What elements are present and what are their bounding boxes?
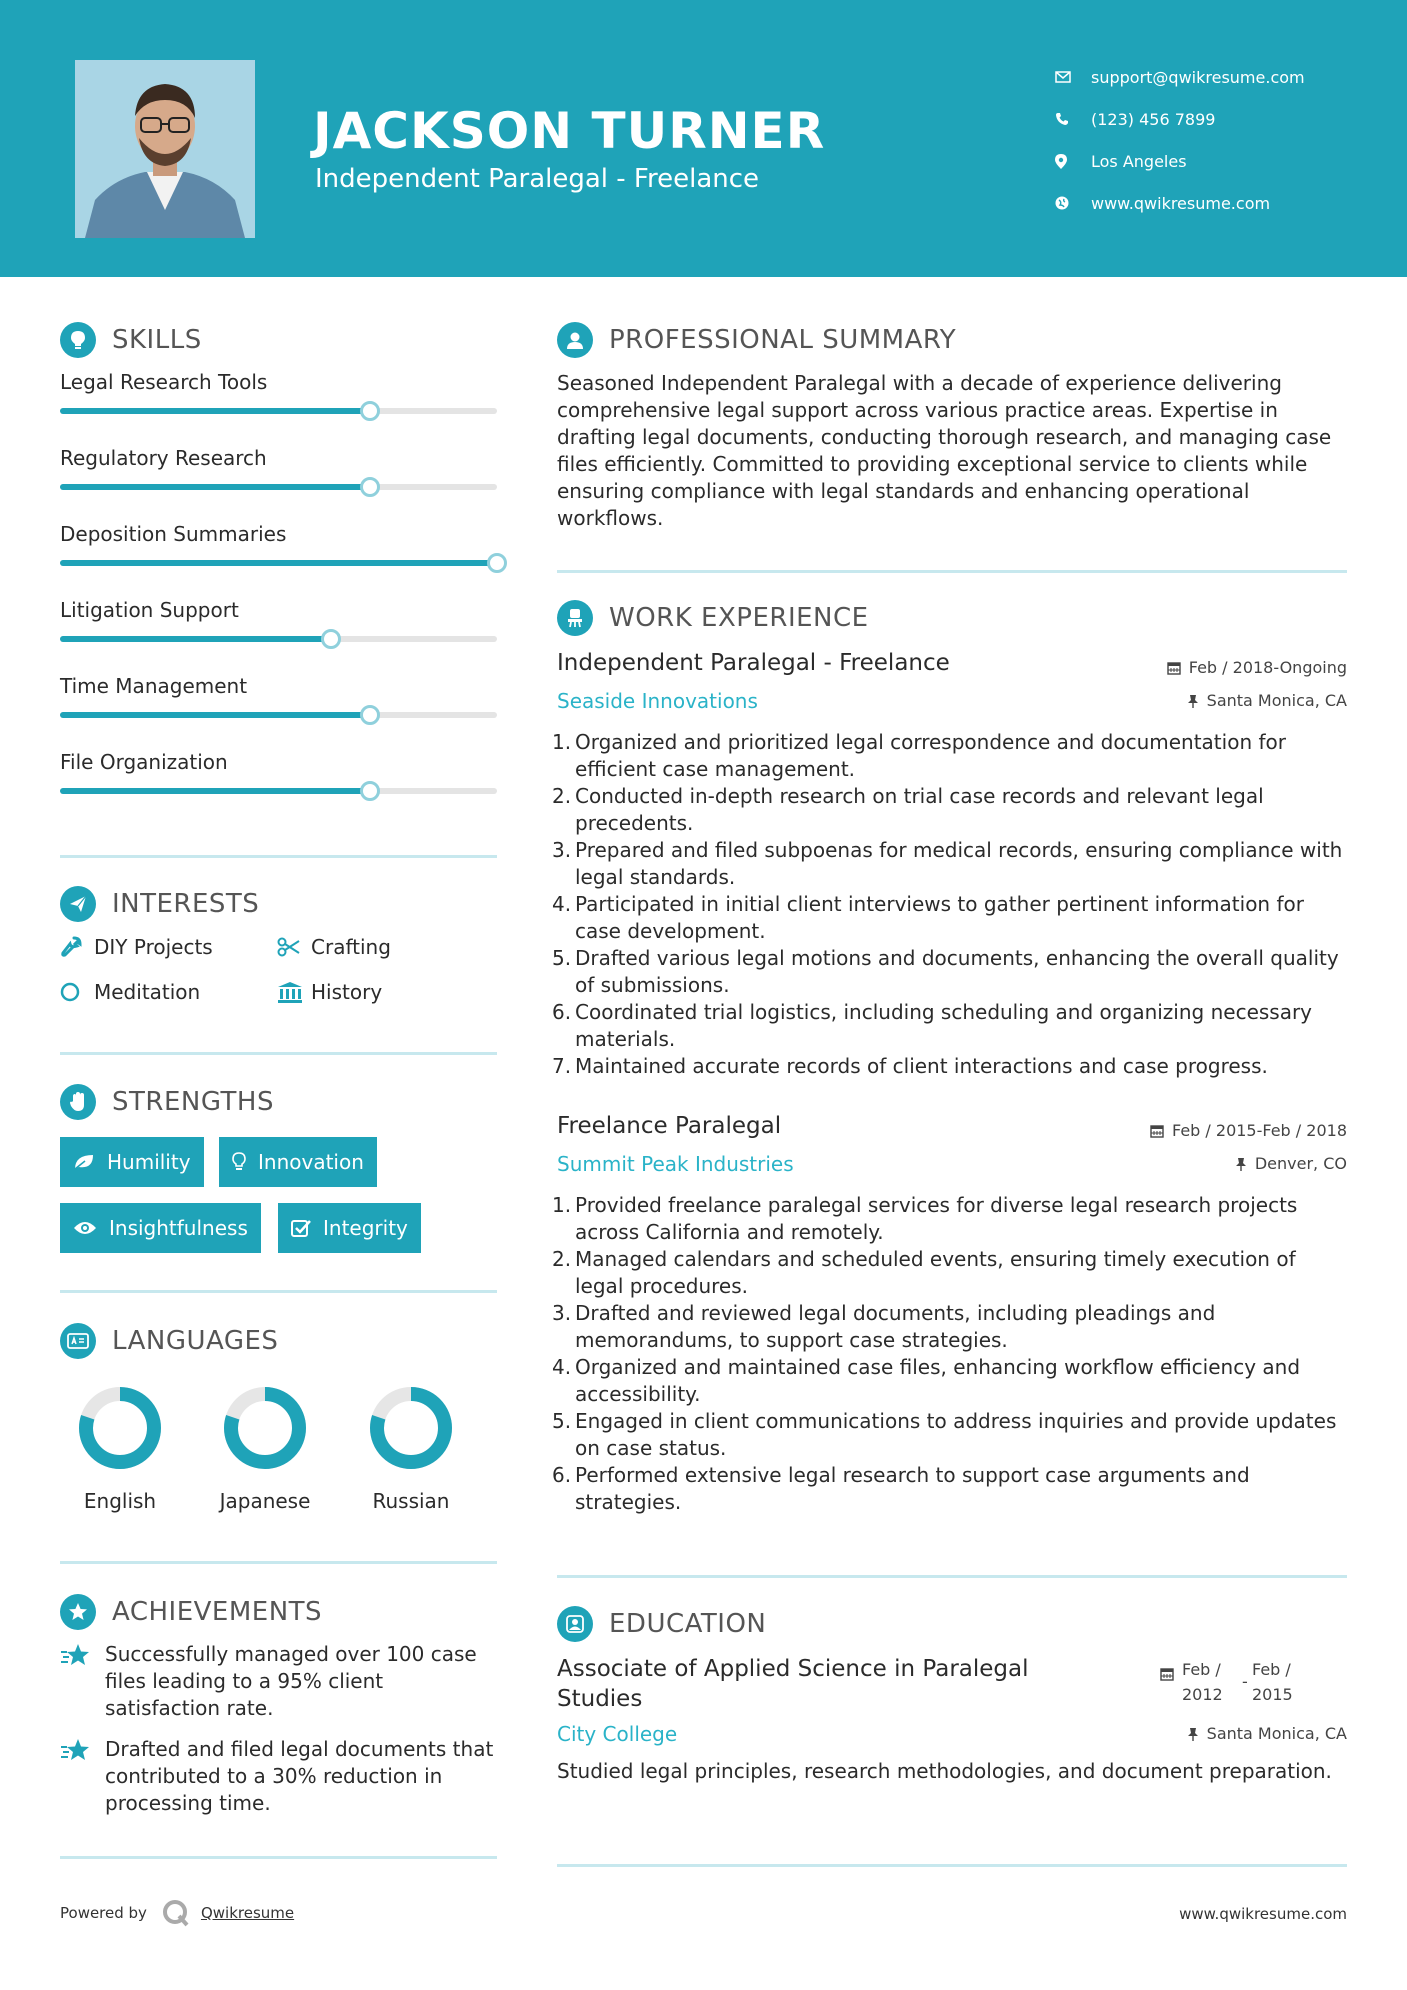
company-name: Summit Peak Industries <box>557 1152 794 1176</box>
duty-text: Drafted and reviewed legal documents, including pleadings and memorandums, to support case strategies. <box>575 1301 1216 1352</box>
strength-chip <box>219 1137 377 1187</box>
footer-branding <box>60 1898 294 1928</box>
section-divider <box>60 1290 497 1293</box>
skill-bar <box>60 636 497 642</box>
map-pin-icon <box>1055 154 1091 169</box>
contact-email-text: support@qwikresume.com <box>1091 67 1305 87</box>
achievement-text: Drafted and filed legal documents that contributed to a 30% reduction in processing time. <box>105 1737 494 1815</box>
duty-text: Engaged in client communications to address inquiries and provide updates on case status. <box>575 1409 1337 1460</box>
star-badge-icon <box>60 1594 96 1630</box>
job-dates <box>1167 658 1347 677</box>
interest-item <box>277 935 391 959</box>
duty-item: 2. Conducted in-depth research on trial case records and relevant legal precedents. <box>552 784 1264 835</box>
calendar-icon <box>1167 661 1181 675</box>
qwikresume-link[interactable]: Qwikresume <box>200 1904 295 1922</box>
skill-item <box>60 750 500 794</box>
phone-icon <box>1055 112 1091 126</box>
lightbulb-icon <box>60 322 96 358</box>
duty-text: Coordinated trial logistics, including scheduling and organizing necessary materials. <box>575 1000 1313 1051</box>
leaf-icon <box>73 1153 95 1171</box>
achievements-title: ACHIEVEMENTS <box>112 1597 323 1627</box>
interest-label: DIY Projects <box>94 935 213 959</box>
duty-text: Conducted in-depth research on trial case records and relevant legal precedents. <box>575 784 1264 835</box>
section-divider <box>60 855 497 858</box>
duty-item: 5. Drafted various legal motions and documents, enhancing the overall quality of submissions. <box>552 946 1339 997</box>
skill-bar <box>60 560 497 566</box>
skill-label: Legal Research Tools <box>60 370 268 394</box>
interest-item <box>60 935 213 959</box>
wrench-icon <box>60 936 94 958</box>
interest-label: History <box>311 980 383 1004</box>
section-divider <box>557 1575 1347 1578</box>
duty-text: Maintained accurate records of client interactions and case progress. <box>575 1054 1268 1078</box>
skill-bar-knob <box>360 705 380 725</box>
powered-by-text: Powered by <box>60 1904 147 1922</box>
strength-label: Insightfulness <box>109 1216 248 1240</box>
skill-bar-fill <box>60 788 370 794</box>
education-location <box>1187 1724 1347 1743</box>
language-item <box>205 1385 325 1513</box>
job-duties <box>552 1192 1347 1516</box>
skill-bar <box>60 408 497 414</box>
education-title: EDUCATION <box>609 1609 767 1639</box>
duty-item: 3. Prepared and filed subpoenas for medical records, ensuring compliance with legal standards. <box>552 838 1343 889</box>
job-dates-text: Feb / 2015-Feb / 2018 <box>1172 1121 1347 1140</box>
star-icon <box>60 1736 105 1817</box>
candidate-name: JACKSON TURNER <box>313 102 826 160</box>
graduate-icon <box>557 1606 593 1642</box>
duty-text: Prepared and filed subpoenas for medical records, ensuring compliance with legal standards. <box>575 838 1343 889</box>
skill-bar-fill <box>60 636 331 642</box>
paper-plane-icon <box>60 886 96 922</box>
education-description: Studied legal principles, research methodologies, and document preparation. <box>557 1759 1332 1783</box>
section-divider <box>557 570 1347 573</box>
duty-text: Provided freelance paralegal services for diverse legal research projects across California and remotely. <box>575 1193 1298 1244</box>
calendar-icon <box>1150 1124 1164 1138</box>
skills-title: SKILLS <box>112 325 202 355</box>
duty-item: 5. Engaged in client communications to address inquiries and provide updates on case status. <box>552 1409 1337 1460</box>
duty-item: 1. Provided freelance paralegal services for diverse legal research projects across California and remotely. <box>552 1193 1298 1244</box>
job-dates-text: Feb / 2018-Ongoing <box>1188 658 1347 677</box>
header-banner <box>0 0 1407 277</box>
skill-bar-fill <box>60 560 497 566</box>
strength-label: Innovation <box>258 1150 364 1174</box>
skill-bar-fill <box>60 712 370 718</box>
job-duties <box>552 729 1347 1080</box>
duty-item: 6. Performed extensive legal research to support case arguments and strategies. <box>552 1463 1250 1514</box>
hand-icon <box>60 1084 96 1120</box>
pushpin-icon <box>1187 694 1199 708</box>
strength-label: Integrity <box>323 1216 408 1240</box>
job-location <box>1235 1154 1347 1173</box>
skills-heading <box>60 322 202 358</box>
experience-heading <box>557 600 869 636</box>
user-icon <box>557 322 593 358</box>
languages-title: LANGUAGES <box>112 1326 279 1356</box>
interest-label: Meditation <box>94 980 201 1004</box>
duty-item: 6. Coordinated trial logistics, including scheduling and organizing necessary materials. <box>552 1000 1313 1051</box>
skill-bar-knob <box>487 553 507 573</box>
language-card-icon <box>60 1323 96 1359</box>
summary-title: PROFESSIONAL SUMMARY <box>609 325 957 355</box>
education-end: Feb / 2015 <box>1252 1660 1293 1704</box>
section-divider <box>60 1561 497 1564</box>
circle-icon <box>60 981 94 1003</box>
chair-icon <box>557 600 593 636</box>
language-item <box>351 1385 471 1513</box>
skill-bar <box>60 788 497 794</box>
envelope-icon <box>1055 71 1091 83</box>
lightbulb-icon <box>232 1152 246 1172</box>
duty-text: Drafted various legal motions and documents, enhancing the overall quality of submissions. <box>575 946 1339 997</box>
job-title: Independent Paralegal - Freelance <box>557 650 950 676</box>
skill-item <box>60 370 500 414</box>
check-square-icon <box>291 1218 311 1238</box>
job-title: Freelance Paralegal <box>557 1113 782 1139</box>
language-label: Japanese <box>219 1489 311 1513</box>
education-dates <box>1160 1657 1312 1707</box>
pushpin-icon <box>1235 1157 1247 1171</box>
duty-item: 2. Managed calendars and scheduled events, ensuring timely execution of legal procedures. <box>552 1247 1296 1298</box>
section-divider <box>60 1052 497 1055</box>
summary-text: Seasoned Independent Paralegal with a decade of experience delivering comprehensive legal support across various practice areas. Expertise in drafting legal documents, conducting thorough research, and managing case files efficiently. Committed to providing exceptional service to clients while ensuring compliance with legal standards and enhancing operational workflows. <box>557 371 1332 530</box>
strengths-heading <box>60 1084 274 1120</box>
skill-label: Regulatory Research <box>60 446 267 470</box>
duty-item: 7. Maintained accurate records of client interactions and case progress. <box>552 1054 1268 1078</box>
skill-item <box>60 674 500 718</box>
interest-label: Crafting <box>311 935 391 959</box>
duty-text: Participated in initial client interviews to gather pertinent information for case development. <box>575 892 1304 943</box>
duty-item: 1. Organized and prioritized legal correspondence and documentation for efficient case management. <box>552 730 1286 781</box>
profile-photo <box>75 60 255 238</box>
museum-icon <box>277 981 311 1003</box>
footer-website[interactable]: www.qwikresume.com <box>1179 1905 1347 1923</box>
skill-bar-fill <box>60 484 370 490</box>
degree-title: Associate of Applied Science in Paralegal Studies <box>557 1656 1029 1712</box>
strength-chip <box>60 1137 204 1187</box>
skill-label: Litigation Support <box>60 598 239 622</box>
contact-website-text: www.qwikresume.com <box>1091 193 1271 213</box>
skill-label: Deposition Summaries <box>60 522 287 546</box>
duty-text: Performed extensive legal research to support case arguments and strategies. <box>575 1463 1250 1514</box>
language-label: Russian <box>372 1489 450 1513</box>
calendar-icon <box>1160 1667 1174 1681</box>
duty-text: Organized and maintained case files, enhancing workflow efficiency and accessibility. <box>575 1355 1301 1406</box>
contact-list <box>1055 56 1305 224</box>
achievement-text: Successfully managed over 100 case files leading to a 95% client satisfaction rate. <box>105 1642 477 1720</box>
education-location-text: Santa Monica, CA <box>1206 1724 1347 1743</box>
eye-icon <box>73 1220 97 1236</box>
education-start: Feb / 2012 <box>1182 1660 1223 1704</box>
candidate-role: Independent Paralegal - Freelance <box>315 164 760 194</box>
language-donut <box>368 1385 454 1471</box>
skill-label: File Organization <box>60 750 228 774</box>
skill-bar-knob <box>360 781 380 801</box>
job-location <box>1187 691 1347 710</box>
contact-location <box>1055 140 1305 182</box>
strength-chip <box>278 1203 421 1253</box>
language-donut <box>77 1385 163 1471</box>
achievement-item <box>60 1641 500 1722</box>
skill-item <box>60 446 500 490</box>
skill-bar-knob <box>360 477 380 497</box>
duty-item: 4. Organized and maintained case files, enhancing workflow efficiency and accessibility. <box>552 1355 1301 1406</box>
experience-title: WORK EXPERIENCE <box>609 603 869 633</box>
section-divider <box>60 1856 497 1859</box>
skill-bar-knob <box>360 401 380 421</box>
section-divider <box>557 1864 1347 1867</box>
language-item <box>60 1385 180 1513</box>
job-location-text: Santa Monica, CA <box>1206 691 1347 710</box>
skill-bar-knob <box>321 629 341 649</box>
qwikresume-logo-icon <box>161 1898 191 1928</box>
contact-email[interactable] <box>1055 56 1305 98</box>
duty-text: Managed calendars and scheduled events, ensuring timely execution of legal procedures. <box>575 1247 1296 1298</box>
interests-heading <box>60 886 259 922</box>
star-icon <box>60 1641 105 1722</box>
skill-bar <box>60 712 497 718</box>
pushpin-icon <box>1187 1727 1199 1741</box>
interests-title: INTERESTS <box>112 889 260 919</box>
scissors-icon <box>277 937 311 957</box>
skill-bar <box>60 484 497 490</box>
job-location-text: Denver, CO <box>1254 1154 1347 1173</box>
globe-icon <box>1055 196 1091 210</box>
duty-item: 4. Participated in initial client interviews to gather pertinent information for case development. <box>552 892 1304 943</box>
skill-label: Time Management <box>60 674 248 698</box>
duty-text: Organized and prioritized legal correspondence and documentation for efficient case management. <box>575 730 1286 781</box>
strength-chip <box>60 1203 261 1253</box>
skill-item <box>60 598 500 642</box>
skill-bar-fill <box>60 408 370 414</box>
job-dates <box>1150 1121 1347 1140</box>
skill-item <box>60 522 500 566</box>
language-label: English <box>83 1489 157 1513</box>
interest-item <box>277 980 382 1004</box>
school-name: City College <box>557 1722 678 1746</box>
contact-phone-text: (123) 456 7899 <box>1091 109 1216 129</box>
contact-location-text: Los Angeles <box>1091 151 1187 171</box>
summary-heading <box>557 322 956 358</box>
languages-heading <box>60 1323 278 1359</box>
strengths-title: STRENGTHS <box>112 1087 274 1117</box>
contact-website[interactable] <box>1055 182 1305 224</box>
education-heading <box>557 1606 766 1642</box>
date-separator: - <box>1242 1672 1248 1691</box>
strength-label: Humility <box>107 1150 191 1174</box>
contact-phone[interactable] <box>1055 98 1305 140</box>
interest-item <box>60 980 200 1004</box>
achievements-heading <box>60 1594 322 1630</box>
language-donut <box>222 1385 308 1471</box>
duty-item: 3. Drafted and reviewed legal documents, including pleadings and memorandums, to support case strategies. <box>552 1301 1216 1352</box>
company-name: Seaside Innovations <box>557 689 758 713</box>
achievement-item <box>60 1736 500 1817</box>
